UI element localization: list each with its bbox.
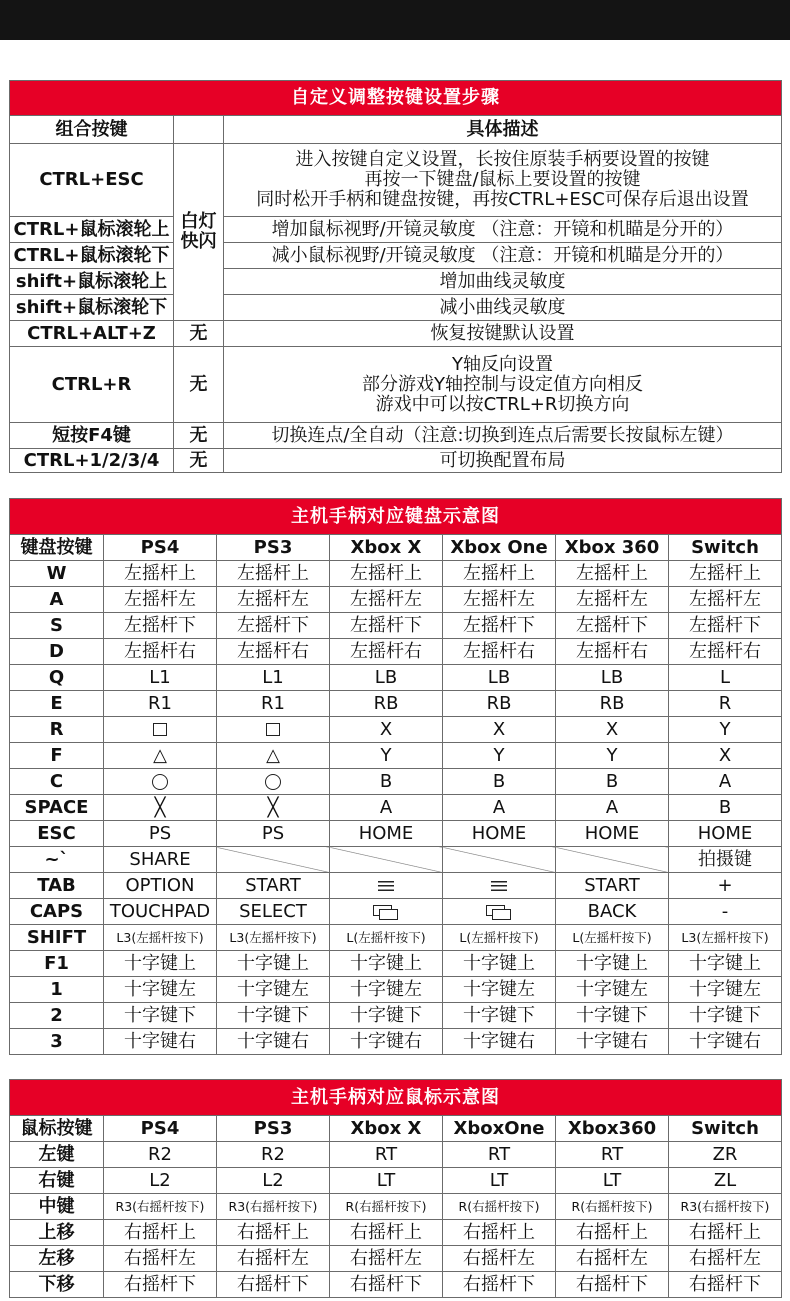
mapping-cell: 右摇杆左 [104,1246,217,1272]
table-row [10,665,782,691]
header-ps4: PS4 [104,1116,217,1142]
header-xbox-x: Xbox X [330,535,443,561]
mapping-cell: LT [556,1168,669,1194]
mapping-cell: 十字键右 [104,1029,217,1055]
mapping-cell: BACK [556,899,669,925]
key-cell: SPACE [10,795,104,821]
mapping-cell: R1 [217,691,330,717]
mapping-cell: 十字键上 [330,951,443,977]
mapping-cell: LT [330,1168,443,1194]
mapping-cell: RB [330,691,443,717]
mapping-cell: 右摇杆左 [669,1246,782,1272]
mapping-cell: 右摇杆左 [217,1246,330,1272]
mapping-cell: ZR [669,1142,782,1168]
mapping-cell: HOME [443,821,556,847]
key-cell: R [10,717,104,743]
table-row [10,587,782,613]
header-xbox-x: Xbox X [330,1116,443,1142]
mapping-cell: L(左摇杆按下) [330,925,443,951]
mapping-cell: X [669,743,782,769]
table-row [10,899,782,925]
mapping-cell: 右摇杆上 [330,1220,443,1246]
table-row [10,717,782,743]
mapping-cell: LB [443,665,556,691]
mapping-cell: LT [443,1168,556,1194]
table-row [10,821,782,847]
mapping-cell: X [330,717,443,743]
key-cell: D [10,639,104,665]
mapping-cell: 右摇杆下 [217,1272,330,1298]
combo-ctrl-wheel-down: CTRL+鼠标滚轮下 [10,243,174,269]
mapping-cell: 右摇杆左 [443,1246,556,1272]
mapping-cell: SHARE [104,847,217,873]
table-row [10,1194,782,1220]
mapping-cell: 右摇杆下 [556,1272,669,1298]
header-ps3: PS3 [217,535,330,561]
mapping-cell: 右摇杆上 [217,1220,330,1246]
mapping-cell: 左摇杆右 [104,639,217,665]
mapping-cell: 十字键左 [556,977,669,1003]
key-cell: A [10,587,104,613]
mapping-cell: Y [443,743,556,769]
white-light-flash-label: 白灯快闪 [174,144,224,321]
led-none: 无 [174,347,224,423]
led-none: 无 [174,423,224,449]
key-cell: 上移 [10,1220,104,1246]
mapping-cell: 左摇杆左 [104,587,217,613]
table-row [10,1168,782,1194]
mapping-cell [443,899,556,925]
mapping-cell: B [669,795,782,821]
key-cell: F [10,743,104,769]
key-cell: W [10,561,104,587]
mapping-cell: LB [556,665,669,691]
mapping-cell: B [556,769,669,795]
mapping-cell: L3(左摇杆按下) [104,925,217,951]
header-combo-keys: 组合按键 [10,116,174,144]
header-xbox360: Xbox360 [556,1116,669,1142]
combo-ctrl-alt-z: CTRL+ALT+Z [10,321,174,347]
key-cell: 2 [10,1003,104,1029]
desc-f4: 切换连点/全自动（注意:切换到连点后需要长按鼠标左键） [224,423,782,449]
section1-title: 自定义调整按键设置步骤 [10,81,782,116]
table-row [10,1003,782,1029]
square-icon [266,723,280,736]
mapping-cell: L [669,665,782,691]
mouse-header-key: 鼠标按键 [10,1116,104,1142]
mapping-cell: L3(左摇杆按下) [217,925,330,951]
key-cell: 中键 [10,1194,104,1220]
circle-icon [265,774,281,790]
table-row [10,561,782,587]
combo-shift-wheel-down: shift+鼠标滚轮下 [10,295,174,321]
section2-title: 主机手柄对应键盘示意图 [10,499,782,535]
no-mapping-cell [217,847,330,873]
mapping-cell: A [556,795,669,821]
mapping-cell: 左摇杆下 [104,613,217,639]
mapping-cell: PS [217,821,330,847]
mapping-cell: 左摇杆上 [443,561,556,587]
mapping-cell: 右摇杆上 [443,1220,556,1246]
mapping-cell: START [556,873,669,899]
mapping-cell: + [669,873,782,899]
mapping-cell [330,899,443,925]
mapping-cell: R(右摇杆按下) [556,1194,669,1220]
mapping-cell: Y [330,743,443,769]
key-cell: TAB [10,873,104,899]
mapping-cell: R3(右摇杆按下) [104,1194,217,1220]
header-ps3: PS3 [217,1116,330,1142]
combo-ctrl-r: CTRL+R [10,347,174,423]
mapping-cell: L2 [104,1168,217,1194]
key-cell: 下移 [10,1272,104,1298]
mapping-cell: Y [669,717,782,743]
mapping-cell: 十字键下 [669,1003,782,1029]
key-cell: C [10,769,104,795]
combo-ctrl-1234: CTRL+1/2/3/4 [10,449,174,473]
mapping-cell: 右摇杆下 [104,1272,217,1298]
mapping-cell: 右摇杆左 [330,1246,443,1272]
mapping-cell: RB [443,691,556,717]
header-switch: Switch [669,1116,782,1142]
mapping-cell: B [443,769,556,795]
header-xboxone: XboxOne [443,1116,556,1142]
mapping-cell: A [443,795,556,821]
mapping-cell: 十字键左 [443,977,556,1003]
table-row [10,1220,782,1246]
mapping-cell: RT [443,1142,556,1168]
view-icon [373,905,399,919]
mapping-cell: X [443,717,556,743]
table-row [10,769,782,795]
mapping-cell: A [669,769,782,795]
key-cell: 左键 [10,1142,104,1168]
mapping-cell: 十字键右 [217,1029,330,1055]
key-cell: 3 [10,1029,104,1055]
menu-icon [378,881,394,891]
mapping-cell: 十字键下 [556,1003,669,1029]
mapping-cell: △ [104,743,217,769]
mapping-cell: 十字键下 [443,1003,556,1029]
desc-ctrl-1234: 可切换配置布局 [224,449,782,473]
mapping-cell: A [330,795,443,821]
mapping-cell: L(左摇杆按下) [443,925,556,951]
mapping-cell: ╳ [104,795,217,821]
mapping-cell: 左摇杆左 [217,587,330,613]
mouse-header-row [10,1116,782,1142]
key-cell: E [10,691,104,717]
mapping-cell: 左摇杆上 [217,561,330,587]
table-row [10,977,782,1003]
mapping-cell: 右摇杆上 [669,1220,782,1246]
table-row [10,639,782,665]
mapping-cell: 左摇杆上 [556,561,669,587]
mapping-cell: ZL [669,1168,782,1194]
mapping-cell: 十字键上 [443,951,556,977]
table-row [10,613,782,639]
mapping-cell: 左摇杆左 [330,587,443,613]
mapping-cell: L(左摇杆按下) [556,925,669,951]
mapping-cell: TOUCHPAD [104,899,217,925]
mapping-cell [217,717,330,743]
mapping-cell: 十字键上 [669,951,782,977]
table-row [10,1142,782,1168]
mapping-cell [217,769,330,795]
section3-title: 主机手柄对应鼠标示意图 [10,1080,782,1116]
mapping-cell: 右摇杆上 [104,1220,217,1246]
mapping-cell: ╳ [217,795,330,821]
table-row [10,1272,782,1298]
mapping-cell: L2 [217,1168,330,1194]
mapping-cell: SELECT [217,899,330,925]
desc-shift-wheel-up: 增加曲线灵敏度 [224,269,782,295]
header-description: 具体描述 [224,116,782,144]
combo-f4: 短按F4键 [10,423,174,449]
table-row [10,1029,782,1055]
mapping-cell: 十字键左 [104,977,217,1003]
header-ps4: PS4 [104,535,217,561]
table-row [10,925,782,951]
keyboard-mapping-table [9,498,782,1055]
mapping-cell: HOME [556,821,669,847]
mapping-cell: 十字键下 [217,1003,330,1029]
mapping-cell: - [669,899,782,925]
mapping-cell: 右摇杆下 [669,1272,782,1298]
mapping-cell: R3(右摇杆按下) [669,1194,782,1220]
key-cell: Q [10,665,104,691]
key-cell: SHIFT [10,925,104,951]
desc-ctrl-alt-z: 恢复按键默认设置 [224,321,782,347]
mapping-cell: 十字键左 [669,977,782,1003]
table-row [10,691,782,717]
key-cell: 1 [10,977,104,1003]
mapping-cell: 十字键右 [443,1029,556,1055]
mapping-cell: 右摇杆下 [443,1272,556,1298]
table-row [10,1246,782,1272]
view-icon [486,905,512,919]
mapping-cell [330,873,443,899]
key-cell: 右键 [10,1168,104,1194]
mapping-cell: 十字键右 [330,1029,443,1055]
mapping-cell: 十字键右 [556,1029,669,1055]
desc-ctrl-r: Y轴反向设置 部分游戏Y轴控制与设定值方向相反 游戏中可以按CTRL+R切换方向 [224,347,782,423]
desc-shift-wheel-down: 减小曲线灵敏度 [224,295,782,321]
header-xbox-one: Xbox One [443,535,556,561]
circle-icon [152,774,168,790]
mapping-cell: HOME [330,821,443,847]
table-row [10,873,782,899]
mapping-cell [443,873,556,899]
key-cell: ESC [10,821,104,847]
table-row [10,795,782,821]
mapping-cell: 左摇杆下 [669,613,782,639]
mouse-mapping-table [9,1079,782,1298]
combo-key-settings-table [9,80,782,473]
mapping-cell: 左摇杆上 [104,561,217,587]
mapping-cell: 十字键上 [217,951,330,977]
mapping-cell: 十字键左 [217,977,330,1003]
mapping-cell: 十字键下 [104,1003,217,1029]
mapping-cell: 十字键左 [330,977,443,1003]
mapping-cell: 左摇杆右 [217,639,330,665]
mapping-cell: LB [330,665,443,691]
mapping-cell: 左摇杆下 [443,613,556,639]
desc-ctrl-esc: 进入按键自定义设置，长按住原装手柄要设置的按键 再按一下键盘/鼠标上要设置的按键 同时松开手柄和键盘按键，再按CTRL+ESC可保存后退出设置 [224,144,782,217]
mapping-cell: R2 [104,1142,217,1168]
mapping-cell: R3(右摇杆按下) [217,1194,330,1220]
mapping-cell: 右摇杆上 [556,1220,669,1246]
mapping-cell: 左摇杆下 [217,613,330,639]
mapping-cell: 十字键上 [104,951,217,977]
header-switch: Switch [669,535,782,561]
mapping-cell: RT [330,1142,443,1168]
mapping-cell: 十字键下 [330,1003,443,1029]
table-row [10,951,782,977]
mapping-cell: 左摇杆上 [330,561,443,587]
mapping-cell: B [330,769,443,795]
mapping-cell: △ [217,743,330,769]
mapping-cell: 十字键上 [556,951,669,977]
mapping-cell [104,717,217,743]
mapping-cell: OPTION [104,873,217,899]
mapping-cell: 左摇杆左 [443,587,556,613]
keyboard-header-key: 键盘按键 [10,535,104,561]
header-blank [174,116,224,144]
mapping-cell: 左摇杆下 [556,613,669,639]
menu-icon [491,881,507,891]
mapping-cell: 右摇杆左 [556,1246,669,1272]
mapping-cell: START [217,873,330,899]
key-cell: S [10,613,104,639]
key-cell: F1 [10,951,104,977]
combo-ctrl-esc: CTRL+ESC [10,144,174,217]
table-row [10,847,782,873]
mapping-cell: HOME [669,821,782,847]
mapping-cell: R [669,691,782,717]
mapping-cell: L3(左摇杆按下) [669,925,782,951]
mapping-cell: RB [556,691,669,717]
mapping-cell: 右摇杆下 [330,1272,443,1298]
mapping-cell: L1 [217,665,330,691]
mapping-cell: R(右摇杆按下) [330,1194,443,1220]
mapping-cell: 左摇杆右 [556,639,669,665]
keyboard-header-row [10,535,782,561]
mapping-cell: 拍摄键 [669,847,782,873]
table-row [10,743,782,769]
mapping-cell: 左摇杆右 [443,639,556,665]
top-dark-bar [0,0,790,40]
header-xbox-360: Xbox 360 [556,535,669,561]
no-mapping-cell [330,847,443,873]
combo-shift-wheel-up: shift+鼠标滚轮上 [10,269,174,295]
key-cell: 左移 [10,1246,104,1272]
mapping-cell: L1 [104,665,217,691]
no-mapping-cell [443,847,556,873]
mapping-cell: R(右摇杆按下) [443,1194,556,1220]
desc-ctrl-wheel-down: 减小鼠标视野/开镜灵敏度 （注意：开镜和机瞄是分开的） [224,243,782,269]
mapping-cell: 左摇杆下 [330,613,443,639]
mapping-cell: PS [104,821,217,847]
mapping-cell: 左摇杆左 [556,587,669,613]
key-cell: ~` [10,847,104,873]
mapping-cell: 左摇杆左 [669,587,782,613]
led-none: 无 [174,449,224,473]
combo-ctrl-wheel-up: CTRL+鼠标滚轮上 [10,217,174,243]
mapping-cell: R1 [104,691,217,717]
mapping-cell: 十字键右 [669,1029,782,1055]
key-cell: CAPS [10,899,104,925]
square-icon [153,723,167,736]
mapping-cell: 左摇杆右 [669,639,782,665]
led-none: 无 [174,321,224,347]
mapping-cell: 左摇杆上 [669,561,782,587]
mapping-cell: 左摇杆右 [330,639,443,665]
desc-ctrl-wheel-up: 增加鼠标视野/开镜灵敏度 （注意：开镜和机瞄是分开的） [224,217,782,243]
mapping-cell: Y [556,743,669,769]
mapping-cell: X [556,717,669,743]
mapping-cell: R2 [217,1142,330,1168]
mapping-cell: RT [556,1142,669,1168]
mapping-cell [104,769,217,795]
no-mapping-cell [556,847,669,873]
